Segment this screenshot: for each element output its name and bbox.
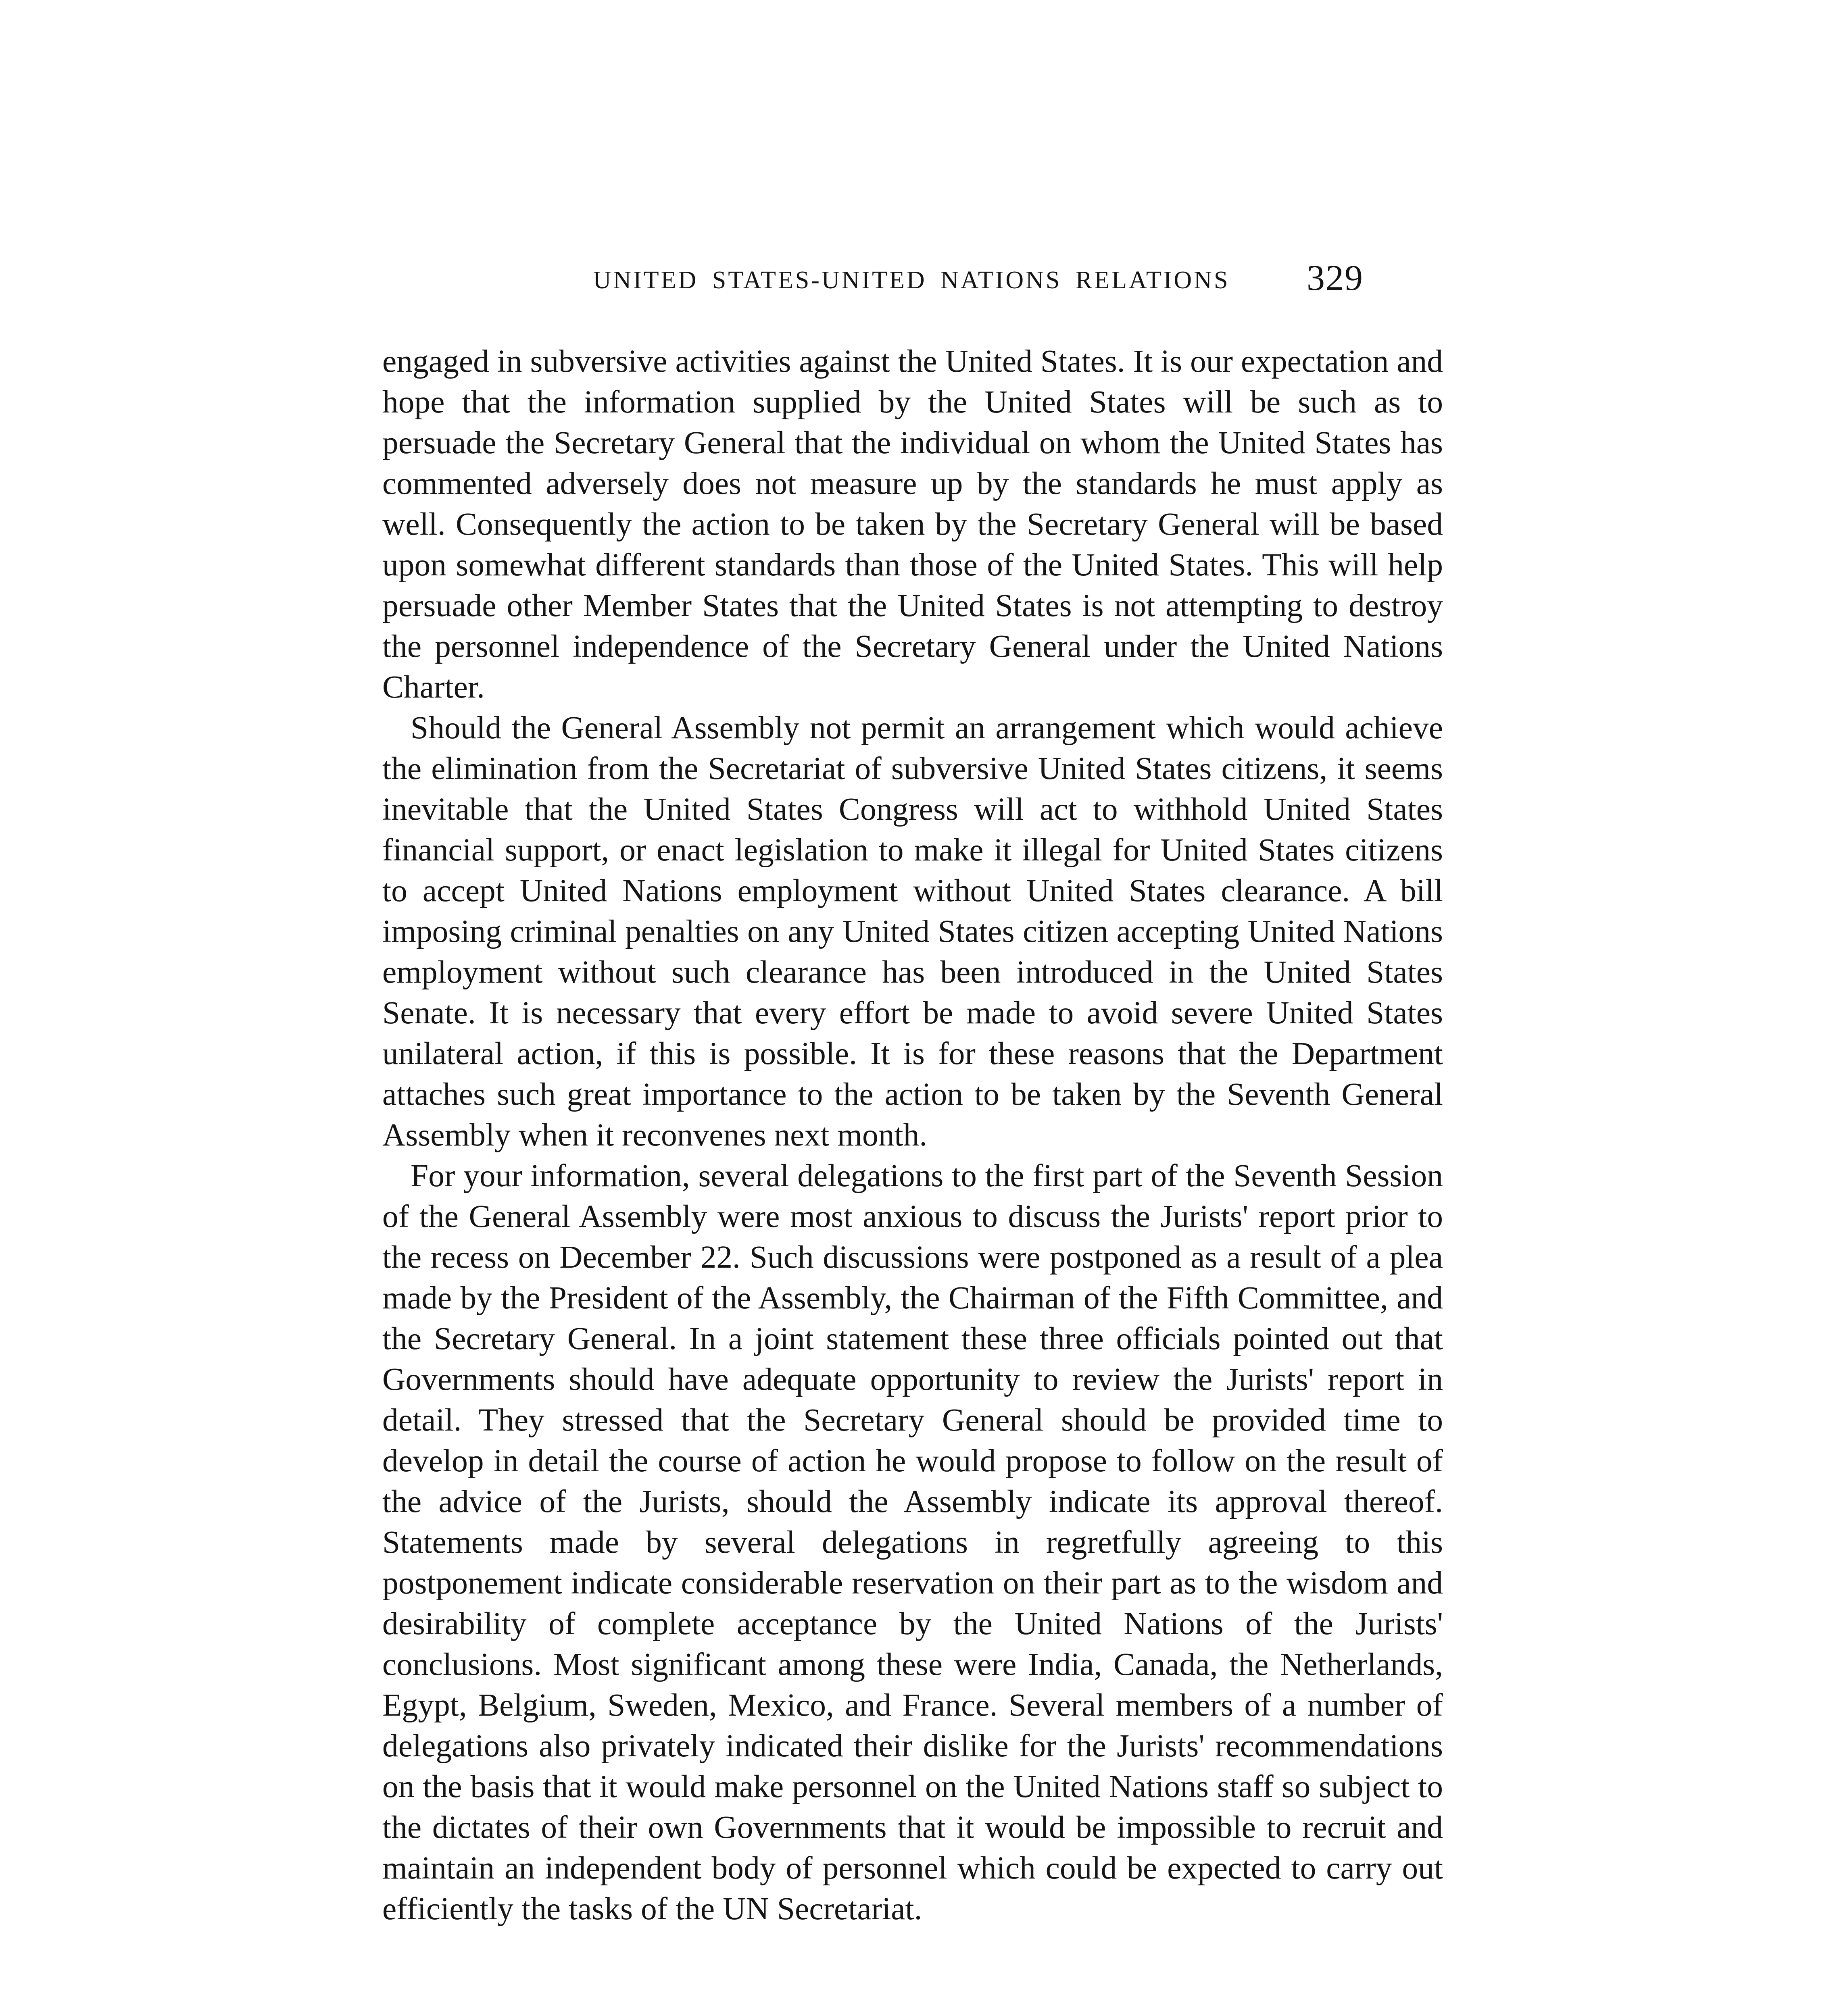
paragraph-3: For your information, several delegations to the first part of the Seventh Session of the General Assembly were most anxious to discuss the Jurists' report prior to the recess on December 22. Such discussions were postponed as a result of a plea made by the President of the Assembly, the Chairman of the Fifth Committee, and the Secretary General. In a joint statement these three officials pointed out that Governments should have adequate opportunity to review the Jurists' report in detail. They stressed that the Secretary General should be provided time to develop in detail the course of action he would propose to follow on the result of the advice of the Jurists, should the Assembly indicate its approval thereof. Statements made by several delegations in regretfully agreeing to this postponement indicate considerable reservation on their part as to the wisdom and desirability of complete acceptance by the United Nations of the Jurists' conclusions. Most significant among these were India, Canada, the Netherlands, Egypt, Belgium, Sweden, Mexico, and France. Several members of a number of delegations also privately indicated their dislike for the Jurists' recommendations on the basis that it would make personnel on the United Nations staff so subject to the dictates of their own Governments that it would be impossible to recruit and maintain an independent body of personnel which could be expected to carry out efficiently the tasks of the UN Secretariat. bbox=[382, 1158, 1443, 1926]
running-head: UNITED STATES-UNITED NATIONS RELATIONS bbox=[593, 267, 1230, 294]
paragraph-1: engaged in subversive activities against the United States. It is our expectation and hope that the information supplied by the United States will be such as to persuade the Secretary General that the individual on whom the United States has commented adversely does not measure up by the standards he must apply as well. Consequently the action to be taken by the Secretary General will be based upon somewhat different standards than those of the United States. This will help persuade other Member States that the United States is not attempting to destroy the personnel independence of the Secretary General under the United Nations Charter. bbox=[382, 344, 1443, 705]
page-number: 329 bbox=[1307, 258, 1364, 298]
paragraph-2: Should the General Assembly not permit an arrangement which would achieve the elimination from the Secretariat of subversive United States citizens, it seems inevitable that the United States Congress will act to withhold United States financial support, or enact legislation to make it illegal for United States citizens to accept United Nations employment without United States clearance. A bill imposing criminal penalties on any United States citizen accepting United Nations employment without such clearance has been introduced in the United States Senate. It is necessary that every effort be made to avoid severe United States unilateral action, if this is possible. It is for these reasons that the Department attaches such great importance to the action to be taken by the Seventh General Assembly when it reconvenes next month. bbox=[382, 710, 1443, 1153]
body-text bbox=[382, 341, 1443, 1929]
